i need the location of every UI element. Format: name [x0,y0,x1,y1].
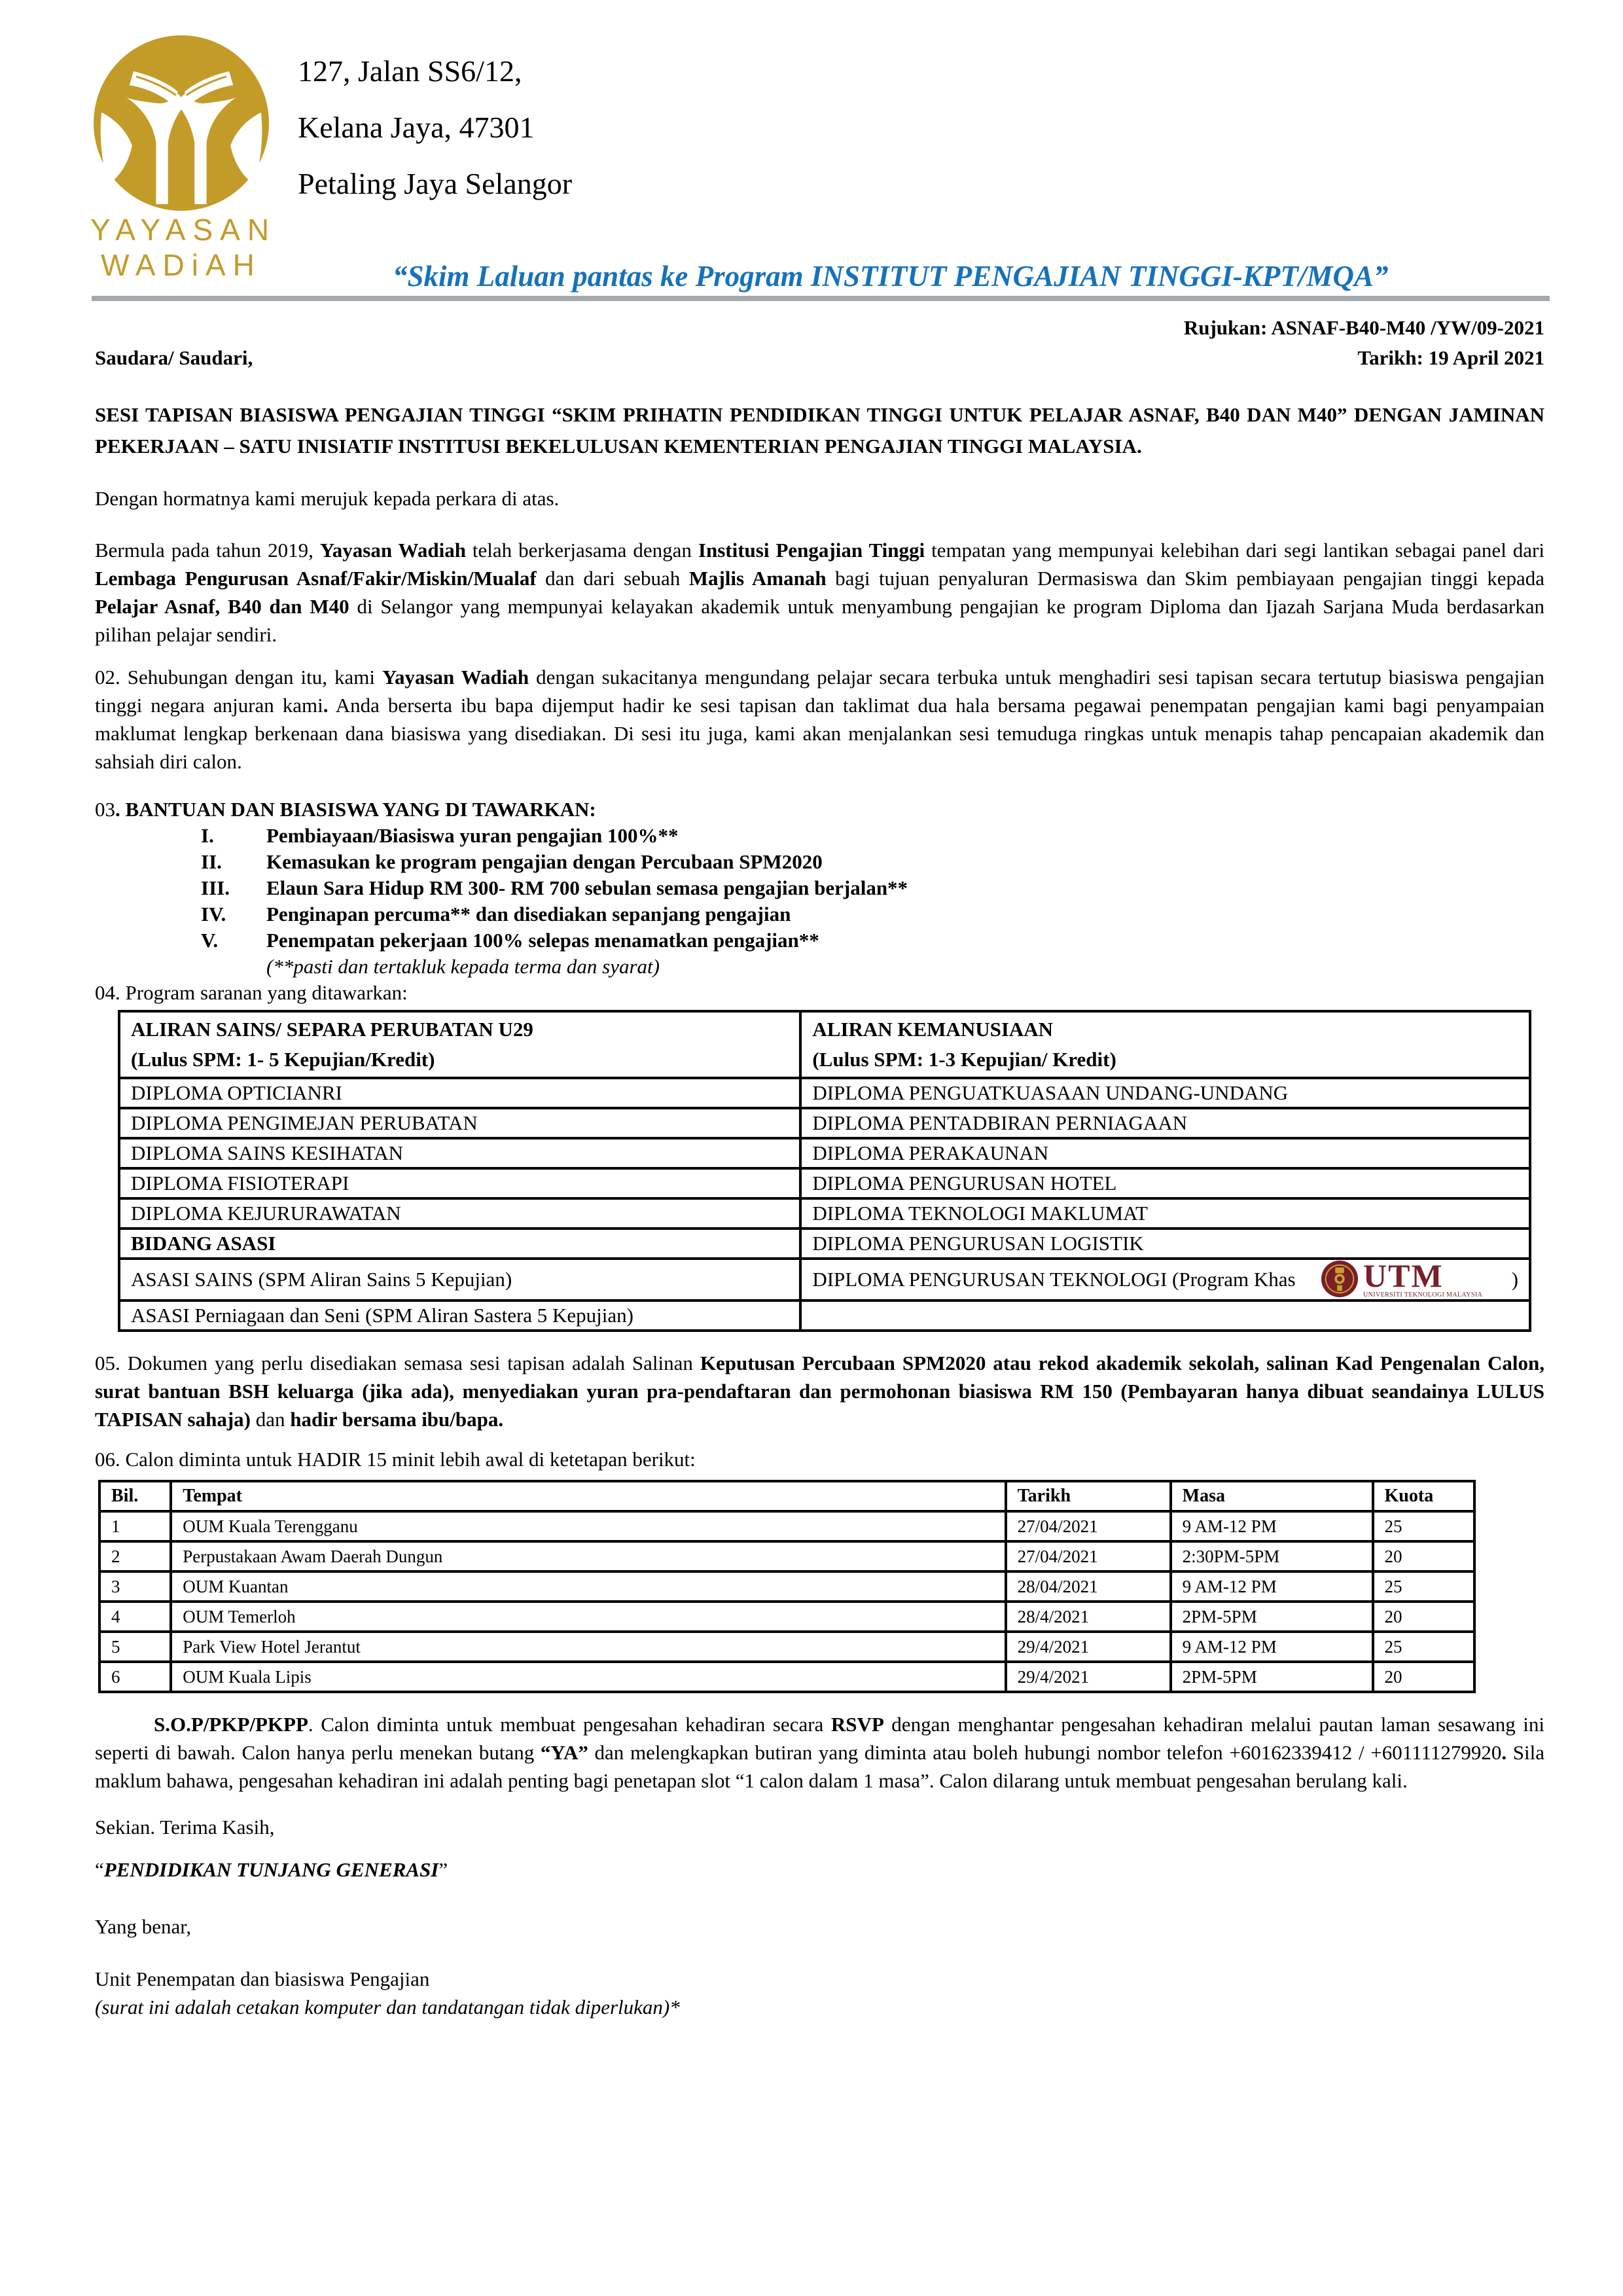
documents-paragraph: 05. Dokumen yang perlu disediakan semasa sesi tapisan adalah Salinan Keputusan Percubaan SPM2020 atau rekod akademik sekolah, salinan Kad Pengenalan Calon, surat bantuan BSH keluarga (jika ada), menyediakan yuran pra-pendaftaran dan permohonan biasiswa RM 150 (Pembayaran hanya dibuat seandainya LULUS TAPISAN sahaja) dan hadir bersama ibu/bapa. [95,1352,1545,1431]
benefit-item: V. Penempatan pekerjaan 100% selepas menamatkan pengajian** [201,929,819,952]
schedule-row: 5 Park View Hotel Jerantut 29/4/2021 9 AM-12 PM 25 [99,1632,1474,1662]
table-row: DIPLOMA OPTICIANRI DIPLOMA PENGUATKUASAAN UNDANG-UNDANG [119,1078,1530,1108]
schedule-row: 2 Perpustakaan Awam Daerah Dungun 27/04/2021 2:30PM-5PM 20 [99,1541,1474,1571]
table-row: DIPLOMA PENGIMEJAN PERUBATAN DIPLOMA PENTADBIRAN PERNIAGAAN [119,1108,1530,1138]
terms-note: (**pasti dan tertakluk kepada terma dan syarat) [266,955,660,978]
intro-paragraph: Dengan hormatnya kami merujuk kepada perkara di atas. [95,487,560,510]
table-row: DIPLOMA FISIOTERAPI DIPLOMA PENGURUSAN HOTEL [119,1168,1530,1198]
utm-seal-icon [1321,1260,1359,1298]
section-04-heading: 04. Program saranan yang ditawarkan: [95,981,408,1004]
utm-logo [1321,1257,1483,1299]
letter-body [0,302,1623,2021]
table-row-utm: ASASI SAINS (SPM Aliran Sains 5 Kepujian) DIPLOMA PENGURUSAN TEKNOLOGI (Program Khas UTM UNIVERSITI TEKNOLOGI MALAYSIA ) [119,1259,1530,1300]
reference-number: Rujukan: ASNAF-B40-M40 /YW/09-2021 [1183,316,1544,339]
thanks-line: Sekian. Terima Kasih, [95,1816,275,1839]
header-divider [92,296,1550,301]
invitation-paragraph: 02. Sehubungan dengan itu, kami Yayasan Wadiah dengan sukacitanya mengundang pelajar secara terbuka untuk menghadiri sesi tapisan secara tertutup biasiswa pengajian tinggi negara anjuran kami. Anda berserta ibu bapa dijemput hadir ke sesi tapisan dan taklimat dua hala bersama pegawai penempatan pengajian kami bagi penyampaian maklumat lengkap berkenaan dana biasiswa yang disediakan. Di sesi itu juga, kami akan menjalankan sesi temuduga ringkas untuk menapis tahap pencapaian akademik dan sahsiah diri calon. [95,666,1544,773]
org-name-line1: YAYASAN [90,213,277,247]
yayasan-wadiah-logo [90,34,277,283]
benefit-item: IV. Penginapan percuma** dan disediakan sepanjang pengajian [201,903,791,925]
address-line: Petaling Jaya Selangor [298,167,573,200]
section-03-heading: 03. BANTUAN DAN BIASISWA YANG DI TAWARKAN: [95,798,596,821]
address-line: Kelana Jaya, 47301 [298,111,535,144]
yayasan-wadiah-logo-icon [92,34,270,212]
background-paragraph: Bermula pada tahun 2019, Yayasan Wadiah telah berkerjasama dengan Institusi Pengajian Tinggi tempatan yang mempunyai kelebihan dari segi lantikan sebagai panel dari Lembaga Pengurusan Asnaf/Fakir/Miskin/Mualaf dan dari sebuah Majlis Amanah bagi tujuan penyaluran Dermasiswa dan Skim pembiayaan pengajian tinggi kepada Pelajar Asnaf, B40 dan M40 di Selangor yang mempunyai kelayakan akademik untuk menyambung pengajian ke program Diploma dan Ijazah Sarjana Muda berdasarkan pilihan pelajar sendiri. [95,539,1544,646]
schedule-table [98,1480,1476,1693]
sop-paragraph: S.O.P/PKP/PKPP. Calon diminta untuk membuat pengesahan kehadiran secara RSVP dengan menghantar pengesahan kehadiran melalui pautan laman sesawang ini seperti di bawah. Calon hanya perlu menekan butang “YA” dan melengkapkan butiran yang diminta atau boleh hubungi nombor telefon +60162339412 / +601111279920. Sila maklum bahawa, pengesahan kehadiran ini adalah penting bagi penetapan slot “1 calon dalam 1 masa”. Calon dilarang untuk membuat pengesahan berulang kali. [95,1713,1545,1792]
reference-row [95,313,1544,373]
schedule-row: 4 OUM Temerloh 28/4/2021 2PM-5PM 20 [99,1602,1474,1632]
column-header-humanities: ALIRAN KEMANUSIAAN (Lulus SPM: 1-3 Kepujian/ Kredit) [800,1011,1530,1078]
table-row: DIPLOMA SAINS KESIHATAN DIPLOMA PERAKAUNAN [119,1138,1530,1168]
letter-date: Tarikh: 19 April 2021 [1357,346,1544,369]
issuing-unit-line: Unit Penempatan dan biasiswa Pengajian [95,1967,430,1990]
schedule-row: 6 OUM Kuala Lipis 29/4/2021 2PM-5PM 20 [99,1662,1474,1692]
reference-block [1184,313,1544,373]
utm-wordmark: UTM [1363,1257,1444,1294]
benefit-item: III. Elaun Sara Hidup RM 300- RM 700 sebulan semasa pengajian berjalan** [201,876,908,899]
program-tagline: “Skim Laluan pantas ke Program INSTITUT PENGAJIAN TINGGI-KPT/MQA” [393,260,1389,293]
table-header-row [119,1011,1530,1078]
program-table [118,1010,1531,1332]
salutation: Saudara/ Saudari, [95,346,253,369]
signoff-line: Yang benar, [95,1915,192,1938]
table-row: BIDANG ASASI DIPLOMA PENGURUSAN LOGISTIK [119,1229,1530,1259]
address-line: 127, Jalan SS6/12, [298,54,522,88]
motto-line: “PENDIDIKAN TUNJANG GENERASI” [95,1858,448,1881]
benefit-item: II. Kemasukan ke program pengajian dengan Percubaan SPM2020 [201,850,823,873]
benefit-item: I. Pembiayaan/Biasiswa yuran pengajian 100%** [201,824,679,847]
utm-caption: UNIVERSITI TEKNOLOGI MALAYSIA [1363,1291,1483,1299]
no-signature-note: (surat ini adalah cetakan komputer dan tandatangan tidak diperlukan)* [95,1996,680,2018]
section-06-heading: 06. Calon diminta untuk HADIR 15 minit lebih awal di ketetapan berikut: [95,1448,696,1471]
org-name-line2: WADiAH [101,248,262,282]
subject-line: SESI TAPISAN BIASISWA PENGAJIAN TINGGI “SKIM PRIHATIN PENDIDIKAN TINGGI UNTUK PELAJAR ASNAF, B40 DAN M40” DENGAN JAMINAN PEKERJAAN – SATU INISIATIF INSTITUSI BEKELULUSAN KEMENTERIAN PENGAJIAN TINGGI MALAYSIA. [95,403,1544,457]
table-row: ASASI Perniagaan dan Seni (SPM Aliran Sastera 5 Kepujian) [119,1300,1530,1331]
table-row: DIPLOMA KEJURURAWATAN DIPLOMA TEKNOLOGI MAKLUMAT [119,1198,1530,1229]
letterhead-address [298,43,572,212]
column-header-science: ALIRAN SAINS/ SEPARA PERUBATAN U29 (Lulus SPM: 1- 5 Kepujian/Kredit) [119,1011,800,1078]
schedule-row: 3 OUM Kuantan 28/04/2021 9 AM-12 PM 25 [99,1571,1474,1602]
schedule-row: 1 OUM Kuala Terengganu 27/04/2021 9 AM-12 PM 25 [99,1511,1474,1541]
schedule-header-row: Bil. Tempat Tarikh Masa Kuota [99,1481,1474,1511]
